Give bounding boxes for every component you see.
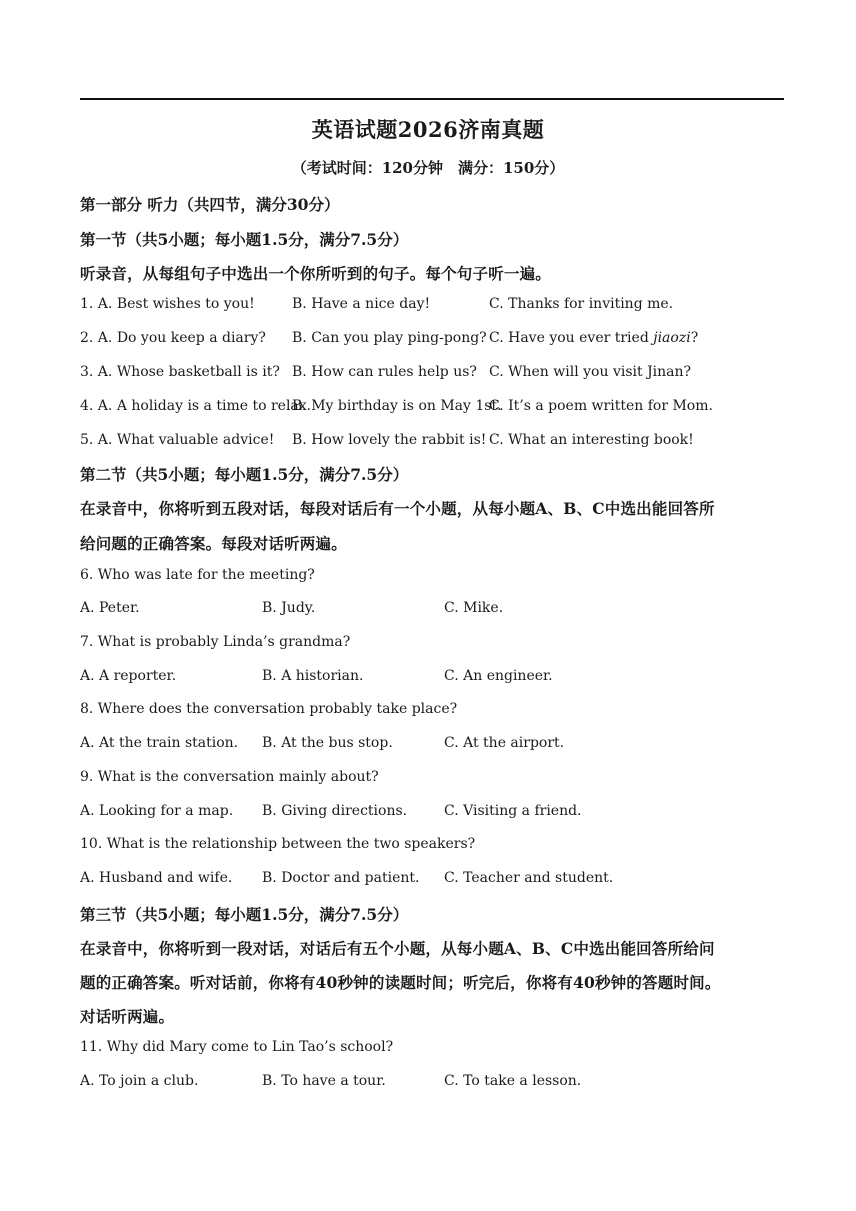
- option-b: B. How can rules help us?: [292, 364, 477, 380]
- section3-instruction-line3: 对话听两遍。: [80, 1007, 175, 1026]
- option-c-text: C. Have you ever tried: [489, 330, 654, 346]
- part1-heading: 第一部分 听力（共四节，满分30分）: [80, 195, 340, 214]
- option-c: C. Teacher and student.: [444, 870, 614, 886]
- top-rule: [80, 98, 784, 100]
- section2-instruction-line2: 给问题的正确答案。每段对话听两遍。: [80, 534, 347, 553]
- option-b: B. A historian.: [262, 668, 364, 684]
- option-c: C. What an interesting book!: [489, 432, 694, 448]
- option-a: 1. A. Best wishes to you!: [80, 296, 255, 312]
- option-c: C. Mike.: [444, 600, 504, 616]
- option-c-italic: jiaozi: [653, 330, 691, 346]
- option-a: 3. A. Whose basketball is it?: [80, 364, 280, 380]
- section3-instruction-line2: 题的正确答案。听对话前，你将有40秒钟的读题时间；听完后，你将有40秒钟的答题时间。: [80, 973, 721, 992]
- option-b: B. Have a nice day!: [292, 296, 431, 312]
- option-c: C. Visiting a friend.: [444, 803, 582, 819]
- option-c: C. Thanks for inviting me.: [489, 296, 674, 312]
- exam-info: （考试时间：120分钟 满分：150分）: [291, 159, 565, 177]
- section3-instruction-line1: 在录音中，你将听到一段对话，对话后有五个小题，从每小题A、B、C中选出能回答所给问: [80, 939, 715, 958]
- option-b: B. Giving directions.: [262, 803, 408, 819]
- option-a: 4. A. A holiday is a time to relax.: [80, 398, 312, 414]
- option-a: A. Looking for a map.: [80, 803, 234, 819]
- question-6: 6. Who was late for the meeting?: [80, 567, 315, 583]
- option-c: C. When will you visit Jinan?: [489, 364, 692, 380]
- page-title: 英语试题2026济南真题: [311, 117, 545, 142]
- option-b: B. Judy.: [262, 600, 316, 616]
- option-a: 2. A. Do you keep a diary?: [80, 330, 266, 346]
- option-c: C. It’s a poem written for Mom.: [489, 398, 713, 414]
- option-b: B. To have a tour.: [262, 1073, 386, 1089]
- option-b: B. How lovely the rabbit is!: [292, 432, 487, 448]
- section1-instruction: 听录音，从每组句子中选出一个你所听到的句子。每个句子听一遍。: [80, 264, 552, 283]
- option-a: 5. A. What valuable advice!: [80, 432, 275, 448]
- question-10: 10. What is the relationship between the two speakers?: [80, 836, 476, 852]
- question-7: 7. What is probably Linda’s grandma?: [80, 634, 351, 650]
- question-11: 11. Why did Mary come to Lin Tao’s school?: [80, 1039, 394, 1055]
- option-b: B. Can you play ping-pong?: [292, 330, 487, 346]
- option-a: A. Husband and wife.: [80, 870, 233, 886]
- section2-heading: 第二节（共5小题；每小题1.5分，满分7.5分）: [80, 465, 409, 484]
- option-c: C. At the airport.: [444, 735, 565, 751]
- option-a: A. A reporter.: [80, 668, 177, 684]
- option-a: A. Peter.: [80, 600, 140, 616]
- option-a: A. To join a club.: [80, 1073, 199, 1089]
- option-b: B. My birthday is on May 1st.: [292, 398, 502, 414]
- option-b: B. Doctor and patient.: [262, 870, 420, 886]
- section1-heading: 第一节（共5小题；每小题1.5分，满分7.5分）: [80, 230, 409, 249]
- option-a: A. At the train station.: [80, 735, 239, 751]
- option-b: B. At the bus stop.: [262, 735, 393, 751]
- section2-instruction-line1: 在录音中，你将听到五段对话，每段对话后有一个小题，从每小题A、B、C中选出能回答所: [80, 499, 715, 518]
- option-c: C. An engineer.: [444, 668, 553, 684]
- question-8: 8. Where does the conversation probably take place?: [80, 701, 458, 717]
- option-c: [489, 330, 698, 346]
- question-9: 9. What is the conversation mainly about?: [80, 769, 379, 785]
- section3-heading: 第三节（共5小题；每小题1.5分，满分7.5分）: [80, 905, 409, 924]
- option-c-mark: ?: [690, 330, 699, 346]
- option-c: C. To take a lesson.: [444, 1073, 582, 1089]
